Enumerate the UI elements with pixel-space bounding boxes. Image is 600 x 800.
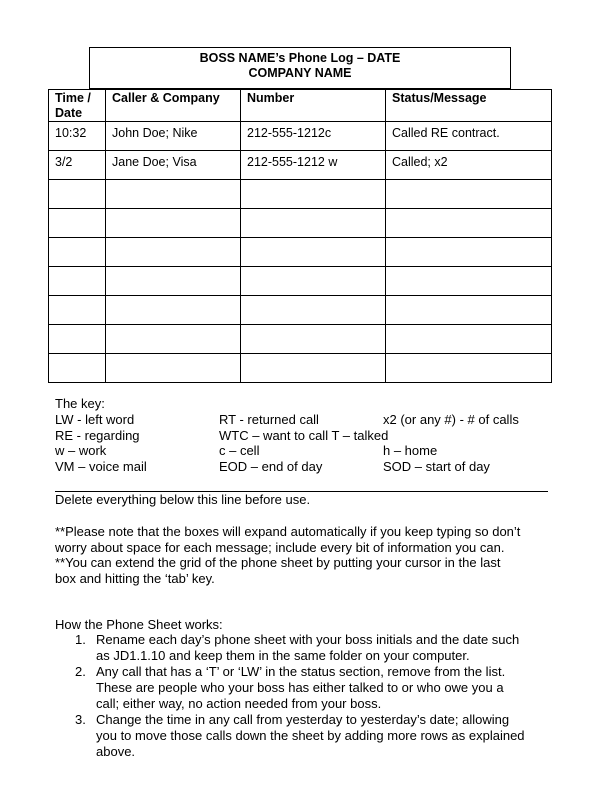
cell-number[interactable] [241,325,386,354]
key-rt: RT - returned call [219,412,319,427]
list-item [55,712,555,760]
cell-time[interactable] [49,238,106,267]
cell-status[interactable] [386,238,552,267]
cell-status[interactable] [386,296,552,325]
table-row [49,296,552,325]
cell-time[interactable] [49,354,106,383]
cell-number[interactable] [241,354,386,383]
cell-status[interactable] [386,325,552,354]
cell-time[interactable] [49,325,106,354]
cell-caller[interactable]: John Doe; Nike [106,122,241,151]
step-2-line-2: These are people who your boss has either talked to or who owe you a [96,680,504,695]
cell-status[interactable] [386,180,552,209]
step-3-line-2: you to move those calls down the sheet by adding more rows as explained [96,728,525,743]
header-number: Number [241,90,386,122]
cell-time[interactable] [49,296,106,325]
cell-caller[interactable]: Jane Doe; Visa [106,151,241,180]
table-row [49,122,552,151]
cell-caller[interactable] [106,267,241,296]
step-3-line-3: above. [96,744,136,759]
key-vm: VM – voice mail [55,459,147,474]
note-2-line-1: **You can extend the grid of the phone sheet by putting your cursor in the last [55,555,501,570]
how-steps-list [55,632,555,760]
table-row [49,180,552,209]
cell-caller[interactable] [106,296,241,325]
table-row [49,238,552,267]
table-row [49,267,552,296]
key-sod: SOD – start of day [383,459,490,474]
step-2-line-3: call; either way, no action needed from your boss. [96,696,382,711]
cell-caller[interactable] [106,180,241,209]
step-3-line-1: Change the time in any call from yesterday to yesterday’s date; allowing [96,712,510,727]
cell-caller[interactable] [106,238,241,267]
cell-time[interactable] [49,267,106,296]
table-row [49,325,552,354]
cell-status[interactable]: Called RE contract. [386,122,552,151]
key-re: RE - regarding [55,428,140,443]
note-1-line-1: **Please note that the boxes will expand automatically if you keep typing so don’t [55,524,521,539]
key-heading: The key: [55,396,105,411]
cell-number[interactable] [241,238,386,267]
key-wtc: WTC – want to call T – talked [219,428,389,443]
cell-number[interactable]: 212-555-1212c [241,122,386,151]
cell-status[interactable] [386,209,552,238]
key-eod: EOD – end of day [219,459,323,474]
header-status-message: Status/Message [386,90,552,122]
step-1-line-1: Rename each day’s phone sheet with your boss initials and the date such [96,632,520,647]
step-2-line-1: Any call that has a ‘T’ or ‘LW’ in the status section, remove from the list. [96,664,506,679]
note-2-line-2: box and hitting the ‘tab’ key. [55,571,215,586]
phone-log-table [48,89,552,383]
title-line-1: BOSS NAME’s Phone Log – DATE [199,51,401,65]
cell-caller[interactable] [106,354,241,383]
cell-status[interactable] [386,267,552,296]
list-item [55,664,555,712]
key-w: w – work [55,443,107,458]
how-heading: How the Phone Sheet works: [55,617,223,632]
key-c: c – cell [219,443,260,458]
cell-number[interactable] [241,296,386,325]
cell-number[interactable]: 212-555-1212 w [241,151,386,180]
cell-caller[interactable] [106,209,241,238]
list-item [55,632,555,664]
table-row [49,209,552,238]
cell-caller[interactable] [106,325,241,354]
cell-number[interactable] [241,267,386,296]
cell-status[interactable] [386,354,552,383]
cell-status[interactable]: Called; x2 [386,151,552,180]
step-number: 3. [75,712,86,727]
title-box [89,47,511,89]
key-h: h – home [383,443,438,458]
step-number: 2. [75,664,86,679]
title-line-2: COMPANY NAME [248,66,352,80]
cell-number[interactable] [241,180,386,209]
cell-time[interactable] [49,209,106,238]
table-row [49,151,552,180]
header-caller-company: Caller & Company [106,90,241,122]
cell-time[interactable]: 10:32 [49,122,106,151]
step-number: 1. [75,632,86,647]
key-lw: LW - left word [55,412,135,427]
note-1-line-2: worry about space for each message; include every bit of information you can. [55,540,505,555]
header-time-date: Time / Date [49,90,106,122]
table-header-row [49,90,552,122]
step-1-line-2: as JD1.1.10 and keep them in the same folder on your computer. [96,648,470,663]
table-row [49,354,552,383]
key-x2: x2 (or any #) - # of calls [383,412,519,427]
cell-time[interactable] [49,180,106,209]
delete-instruction: Delete everything below this line before use. [55,492,311,507]
cell-time[interactable]: 3/2 [49,151,106,180]
cell-number[interactable] [241,209,386,238]
